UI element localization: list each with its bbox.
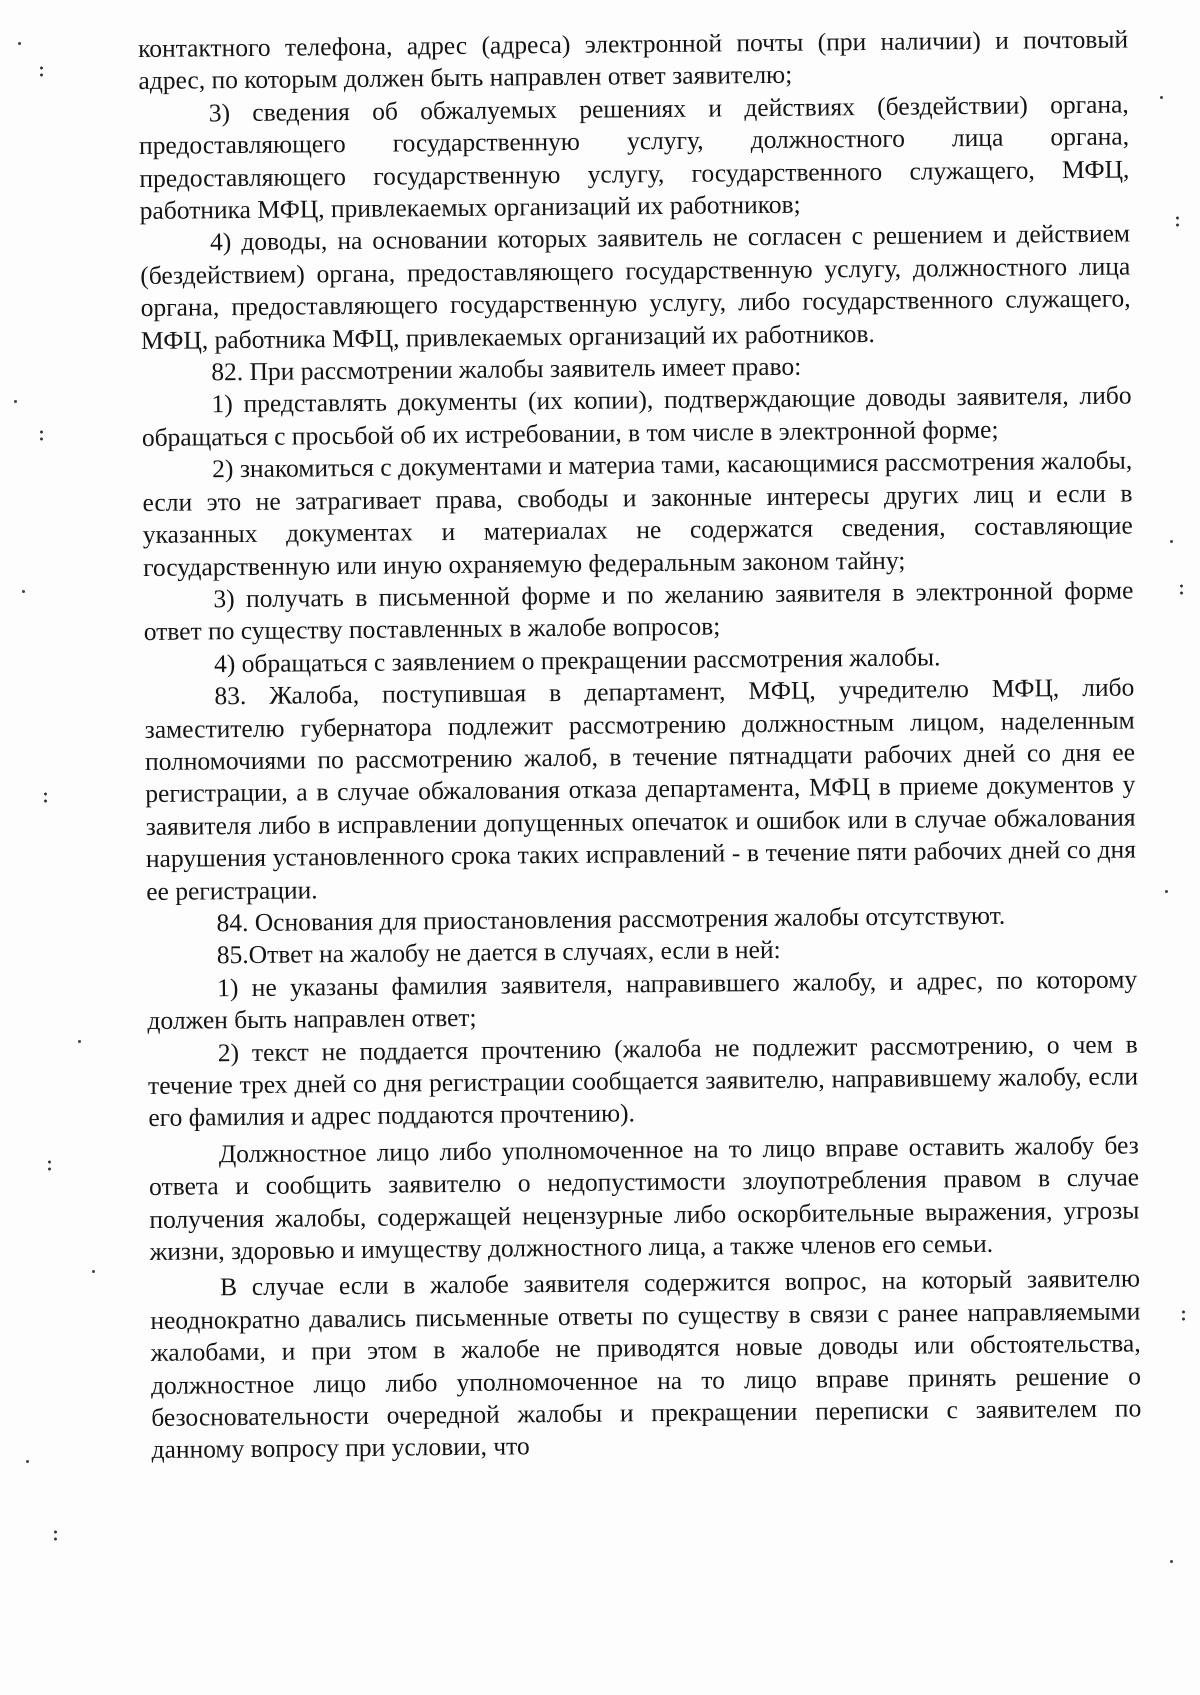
paragraph-repeated-complaint: В случае если в жалобе заявителя содержится вопрос, на который заявителю неоднократно давались письменные ответы по существу в связи с ранее направляемыми жалобами, и при этом в жалобе не приводятся новые доводы или обстоятельства, должностное лицо либо уполномоченное на то лицо вправе принять решение о безосновательности очередной жалобы и прекращении переписки с заявителем по данному вопросу при условии, что bbox=[150, 1263, 1142, 1465]
paragraph-82-item-2: 2) знакомиться с документами и материа тами, касающимися рассмотрения жалобы, если это не затрагивает права, свободы и законные интересы других лиц и если в указанных документах и материалах не содержатся сведения, составляющие государственную или иную охраняемую федеральным законом тайну; bbox=[142, 445, 1133, 582]
scan-speck bbox=[18, 42, 21, 45]
scan-speck bbox=[1165, 890, 1168, 893]
document-text bbox=[138, 23, 1142, 1466]
paragraph-85-item-1: 1) не указаны фамилия заявителя, направившего жалобу, и адрес, по которому должен быть направлен ответ; bbox=[147, 964, 1138, 1036]
scan-speck bbox=[1170, 1560, 1173, 1563]
paragraph-item-3-appealed-decisions: 3) сведения об обжалуемых решениях и действиях (бездействии) органа, предоставляющего государственную услугу, должностного лица органа, предоставляющего государственную услугу, государственного служащего, МФЦ, работника МФЦ, привлекаемых организаций их работников; bbox=[138, 89, 1130, 226]
scan-speck bbox=[1176, 216, 1179, 227]
scan-speck bbox=[1170, 540, 1173, 543]
scan-speck bbox=[14, 400, 17, 403]
paragraph-82-item-4: 4) обращаться с заявлением о прекращении рассмотрения жалобы. bbox=[213, 642, 941, 679]
scan-speck bbox=[1160, 96, 1163, 99]
paragraph-82-item-1: 1) представлять документы (их копии), подтверждающие доводы заявителя, либо обращаться с просьбой об их истребовании, в том числе в электронной форме; bbox=[141, 380, 1132, 452]
scan-speck bbox=[1182, 1310, 1185, 1321]
paragraph-82-item-3: 3) получать в письменной форме и по желанию заявителя в электронной форме ответ по существу поставленных в жалобе вопросов; bbox=[143, 575, 1134, 647]
scan-speck bbox=[54, 1530, 57, 1541]
paragraph-85-heading: 85.Ответ на жалобу не дается в случаях, если в ней: bbox=[216, 935, 781, 970]
paragraph-item-4-arguments: 4) доводы, на основании которых заявитель не согласен с решением и действием (бездействием) органа, предоставляющего государственную услугу, должностного лица органа, предоставляющего государственную услугу, либо государственного служащего, МФЦ, работника МФЦ, привлекаемых организаций их работников. bbox=[140, 218, 1131, 355]
scan-speck bbox=[1180, 584, 1183, 595]
scan-speck bbox=[22, 590, 25, 593]
scan-speck bbox=[48, 1160, 51, 1171]
paragraph-83: 83. Жалоба, поступившая в департамент, МФЦ, учредителю МФЦ, либо заместителю губернатора подлежит рассмотрению должностным лицом, наделенным полномочиями по рассмотрению жалоб, в течение пятнадцати рабочих дней со дня ее регистрации, а в случае обжалования отказа департамента, МФЦ в приеме документов у заявителя либо в исправлении допущенных опечаток и ошибок или в случае обжалования нарушения установленного срока таких исправлений - в течение пяти рабочих дней со дня ее регистрации. bbox=[144, 672, 1137, 906]
scan-speck bbox=[26, 1460, 29, 1463]
scan-speck bbox=[40, 66, 43, 77]
paragraph-85-item-2: 2) текст не поддается прочтению (жалоба не подлежит рассмотрению, о чем в течение трех дней со дня регистрации сообщается заявителю, направившему жалобу, если его фамилия и адрес поддаются прочтению). bbox=[147, 1029, 1139, 1133]
paragraph-contact-info: контактного телефона, адрес (адреса) электронной почты (при наличии) и почтовый адрес, по которым должен быть направлен ответ заявителю; bbox=[138, 24, 1129, 96]
scan-speck bbox=[92, 1270, 95, 1273]
paragraph-82-heading: 82. При рассмотрении жалобы заявитель имеет право: bbox=[211, 351, 802, 387]
scan-speck bbox=[78, 1040, 81, 1043]
paragraph-official-may-leave-unanswered: Должностное лицо либо уполномоченное на то лицо вправе оставить жалобу без ответа и сообщить заявителю о недопустимости злоупотребления правом в случае получения жалобы, содержащей нецензурные либо оскорбительные выражения, угрозы жизни, здоровью и имуществу должностного лица, а также членов его семьи. bbox=[148, 1130, 1140, 1266]
scan-speck bbox=[44, 792, 47, 803]
paragraph-84: 84. Основания для приостановления рассмотрения жалобы отсутствуют. bbox=[216, 900, 1006, 938]
scan-speck bbox=[40, 430, 43, 441]
